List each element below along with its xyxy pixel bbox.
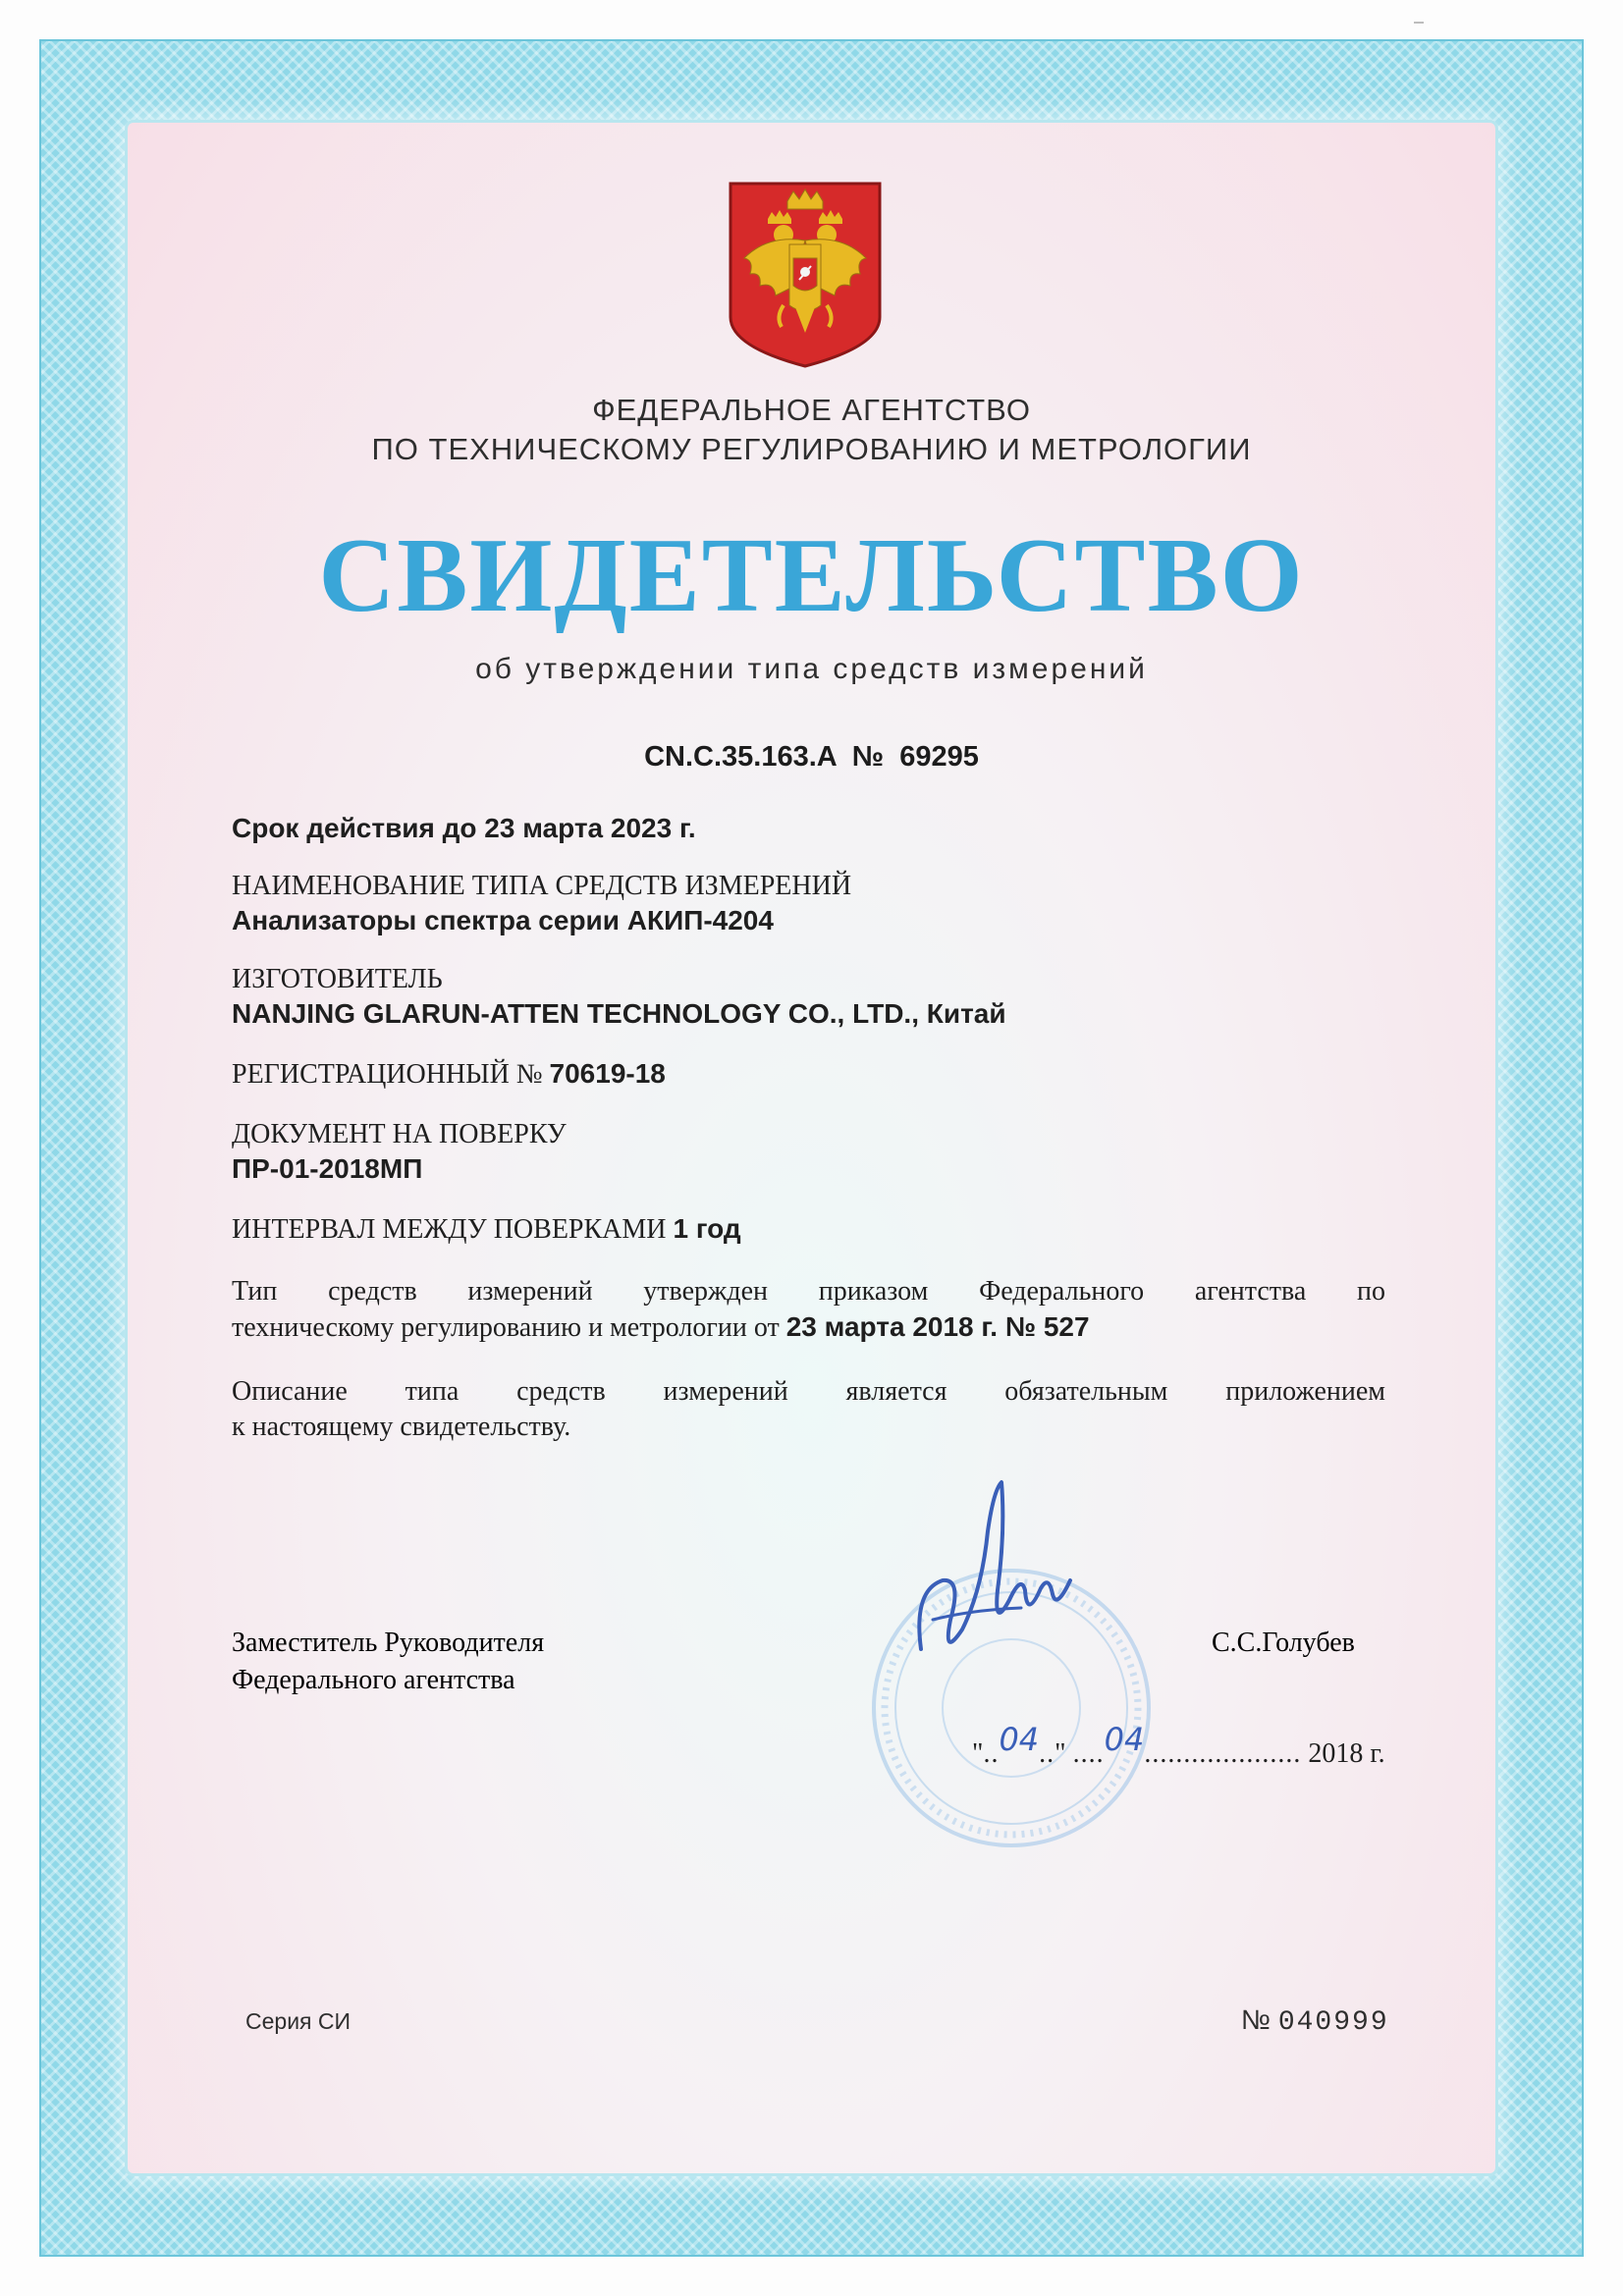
- series-label: Серия СИ: [245, 2008, 352, 2034]
- approval-order-number: 23 марта 2018 г. № 527: [785, 1311, 1090, 1342]
- agency-name-line1: ФЕДЕРАЛЬНОЕ АГЕНТСТВО: [592, 393, 1031, 427]
- registration-row: [232, 1058, 1385, 1091]
- certificate-number: [0, 741, 1623, 774]
- interval-value: 1 год: [673, 1213, 741, 1244]
- signer-position-line2: Федерального агентства: [232, 1665, 515, 1695]
- serial-prefix: №: [1241, 2004, 1278, 2035]
- description-paragraph: [232, 1374, 1385, 1445]
- certificate-subtitle: об утверждении типа средств измерений: [475, 653, 1148, 685]
- signing-date: [972, 1721, 1385, 1770]
- type-label: НАИМЕНОВАНИЕ ТИПА СРЕДСТВ ИЗМЕРЕНИЙ: [232, 871, 852, 901]
- description-line1: Описание типа средств измерений является обязательным приложением: [232, 1376, 1385, 1407]
- certificate-title: СВИДЕТЕЛЬСТВО: [318, 517, 1305, 634]
- date-month-dots: ....................: [1144, 1738, 1302, 1769]
- serial-number-value: 040999: [1277, 2007, 1389, 2038]
- validity-value: 23 марта 2023 г.: [484, 813, 696, 843]
- verification-doc-label: ДОКУМЕНТ НА ПОВЕРКУ: [232, 1119, 567, 1149]
- description-line2: к настоящему свидетельству.: [232, 1412, 571, 1442]
- interval-row: [232, 1213, 1385, 1246]
- russian-coat-of-arms-icon: [727, 180, 884, 368]
- serial-number: [1241, 2004, 1389, 2038]
- approval-order-paragraph: [232, 1274, 1385, 1346]
- registration-label: РЕГИСТРАЦИОННЫЙ №: [232, 1059, 550, 1090]
- date-quote-open: ": [972, 1738, 984, 1769]
- verification-doc-value: ПР-01-2018МП: [232, 1153, 423, 1184]
- registration-value: 70619-18: [549, 1058, 666, 1089]
- scan-mark: [1414, 22, 1424, 24]
- signer-name: С.С.Голубев: [1212, 1628, 1355, 1658]
- agency-name-line2: ПО ТЕХНИЧЕСКОМУ РЕГУЛИРОВАНИЮ И МЕТРОЛОГИИ: [371, 432, 1252, 466]
- manufacturer-label: ИЗГОТОВИТЕЛЬ: [232, 964, 443, 994]
- approval-order-line2: [232, 1309, 1385, 1346]
- validity-label: Срок действия до: [232, 813, 485, 843]
- type-value: Анализаторы спектра серии АКИП-4204: [232, 905, 774, 935]
- date-year: 2018 г.: [1301, 1738, 1385, 1769]
- certificate-number-text: CN.C.35.163.A № 69295: [644, 741, 979, 773]
- approval-order-line1: Тип средств измерений утвержден приказом Федерального агентства по: [232, 1276, 1385, 1307]
- date-month-dots: ....: [1072, 1738, 1105, 1769]
- date-month: 04: [1104, 1721, 1145, 1758]
- date-day-dots: ..: [1039, 1738, 1055, 1769]
- manufacturer-value: NANJING GLARUN-ATTEN TECHNOLOGY CO., LTD., Китай: [232, 998, 1006, 1029]
- date-day: 04: [999, 1721, 1040, 1758]
- interval-label: ИНТЕРВАЛ МЕЖДУ ПОВЕРКАМИ: [232, 1214, 674, 1245]
- validity-row: [232, 813, 1385, 844]
- approval-order-line2-prefix: техническому регулированию и метрологии от: [232, 1312, 786, 1343]
- date-day-dots: ..: [983, 1738, 1000, 1769]
- date-quote-close: ": [1055, 1738, 1066, 1769]
- signer-position-line1: Заместитель Руководителя: [232, 1628, 545, 1658]
- handwritten-signature: [903, 1472, 1090, 1728]
